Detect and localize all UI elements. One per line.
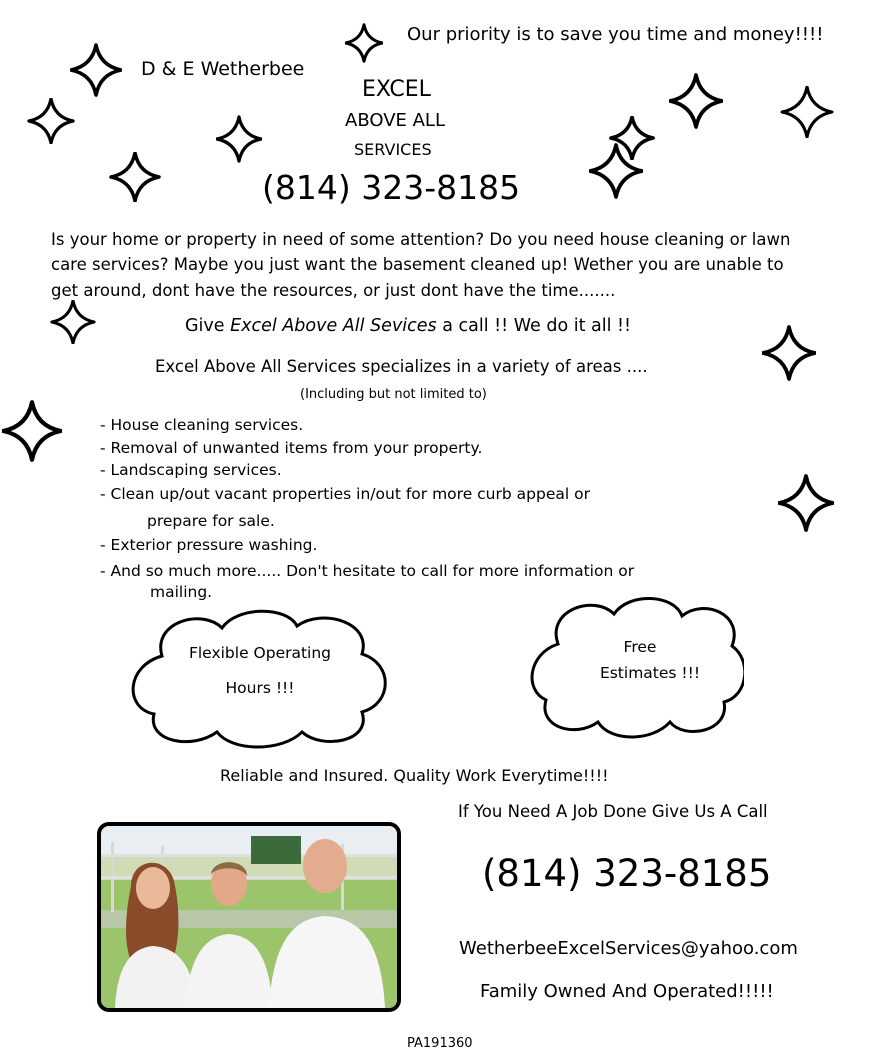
cloud-left-line-2: Hours !!!	[225, 679, 295, 697]
service-item: prepare for sale.	[147, 512, 275, 530]
sparkle-star-icon	[216, 108, 262, 170]
reliable-line: Reliable and Insured. Quality Work Everytime!!!!	[220, 766, 609, 785]
cta-line	[185, 316, 631, 336]
cta-prefix: Give	[185, 316, 231, 336]
cloud-right-line-1: Free	[623, 638, 657, 656]
sparkle-star-icon	[45, 300, 101, 344]
service-item: - Exterior pressure washing.	[100, 536, 318, 554]
service-item: - Landscaping services.	[100, 461, 282, 479]
sparkle-star-icon	[24, 98, 78, 144]
owner-name: D & E Wetherbee	[141, 58, 305, 80]
sparkle-star-icon	[70, 40, 122, 100]
sparkle-star-icon	[2, 400, 62, 462]
email-link[interactable]: WetherbeeExcelServices@yahoo.com	[459, 938, 798, 959]
sparkle-star-icon	[762, 324, 816, 382]
header-phone[interactable]: (814) 323-8185	[262, 168, 521, 207]
sparkle-star-icon	[778, 474, 834, 532]
license-number: PA191360	[407, 1036, 473, 1051]
tagline: Our priority is to save you time and money!!!!	[407, 24, 824, 45]
brand-line-3: SERVICES	[354, 140, 432, 159]
sparkle-star-icon	[669, 72, 723, 130]
intro-line-3: get around, dont have the resources, or just dont have the time.......	[51, 281, 616, 300]
intro-line-2: care services? Maybe you just want the basement cleaned up! Wether you are unable to	[51, 255, 784, 274]
brand-line-2: ABOVE ALL	[345, 110, 445, 131]
service-item: - House cleaning services.	[100, 416, 304, 434]
sparkle-star-icon	[589, 142, 643, 200]
services-subheading: (Including but not limited to)	[300, 387, 487, 402]
cta-company: Excel Above All Sevices	[230, 316, 437, 336]
sparkle-star-icon	[107, 152, 163, 202]
cloud-right-line-2: Estimates !!!	[599, 664, 701, 682]
family-line: Family Owned And Operated!!!!!	[480, 981, 774, 1002]
job-line: If You Need A Job Done Give Us A Call	[458, 802, 768, 821]
cloud-left-line-1: Flexible Operating	[188, 644, 332, 662]
intro-line-1: Is your home or property in need of some attention? Do you need house cleaning or lawn	[51, 230, 791, 249]
sparkle-star-icon	[345, 20, 383, 66]
service-item: mailing.	[150, 583, 213, 601]
service-item: - Removal of unwanted items from your property.	[100, 439, 483, 457]
family-photo	[97, 822, 401, 1012]
brand-line-1: EXCEL	[362, 77, 431, 102]
services-heading: Excel Above All Services specializes in a variety of areas ....	[155, 357, 648, 376]
cta-suffix: a call !! We do it all !!	[436, 316, 632, 336]
service-item: - And so much more..... Don't hesitate to call for more information or	[100, 562, 635, 580]
footer-phone[interactable]: (814) 323-8185	[482, 852, 772, 895]
sparkle-star-icon	[768, 86, 846, 138]
service-item: - Clean up/out vacant properties in/out for more curb appeal or	[100, 485, 590, 503]
